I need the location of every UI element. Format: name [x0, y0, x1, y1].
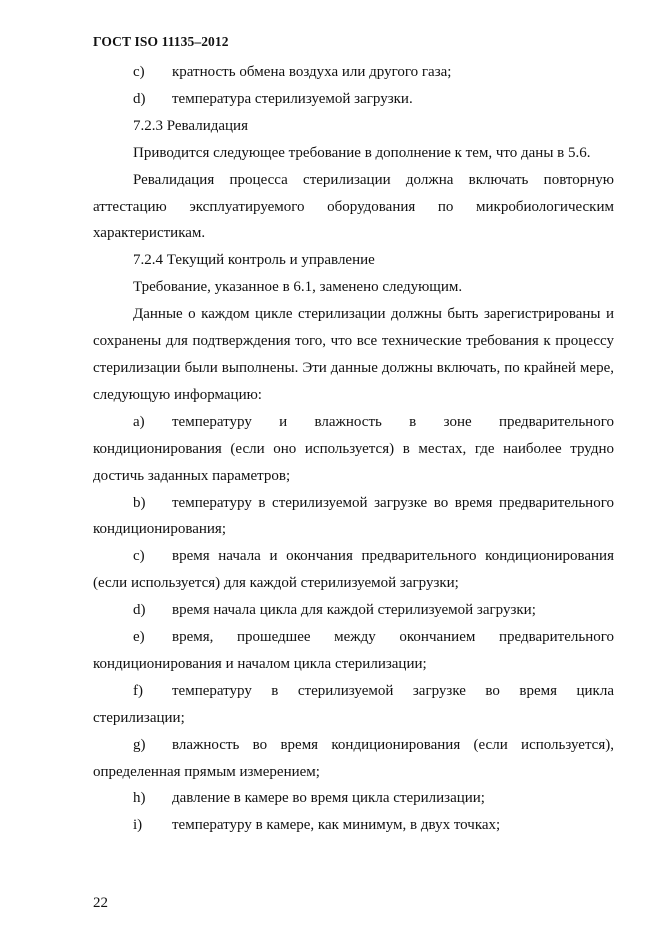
list-label: e) — [133, 629, 145, 646]
list-item-d — [93, 597, 614, 624]
list-item-c-intro — [93, 59, 614, 86]
list-label: d) — [133, 90, 146, 107]
list-item-e — [93, 624, 614, 678]
list-label: c) — [133, 548, 145, 565]
list-text: влажность во время кондиционирования (если используется), определенная прямым измерением; — [93, 736, 614, 780]
list-item-h — [93, 785, 614, 812]
list-text: время начала и окончания предварительного кондиционирования (если используется) для каждой стерилизуемой загрузки; — [93, 548, 614, 592]
list-label: b) — [133, 494, 146, 511]
list-text: давление в камере во время цикла стерилизации; — [172, 790, 485, 807]
list-item-d-intro — [93, 86, 614, 113]
section-7-2-3-paragraph-1: Приводится следующее требование в дополнение к тем, что даны в 5.6. — [133, 144, 591, 161]
list-label: d) — [133, 602, 146, 619]
standard-header: ГОСТ ISO 11135–2012 — [93, 34, 229, 49]
list-label: c) — [133, 64, 145, 80]
list-text: температуру в камере, как минимум, в двух точках; — [172, 817, 501, 834]
list-text: температуру в стерилизуемой загрузке во время предварительного кондиционирования; — [93, 494, 614, 538]
list-text: время, прошедшее между окончанием предварительного кондиционирования и началом цикла стерилизации; — [93, 629, 614, 672]
section-7-2-3-paragraph-2: Ревалидация процесса стерилизации должна включать повторную аттестацию эксплуатируемого оборудования по микробиологическим характеристикам. — [93, 171, 614, 242]
list-label: a) — [133, 413, 145, 430]
section-7-2-4-title: 7.2.4 Текущий контроль и управление — [133, 252, 375, 269]
section-7-2-3-title: 7.2.3 Ревалидация — [133, 117, 248, 134]
list-label: i) — [133, 817, 143, 834]
page-content — [93, 59, 614, 839]
list-label: g) — [133, 736, 146, 753]
list-item-b — [93, 490, 614, 544]
list-text: время начала цикла для каждой стерилизуемой загрузки; — [172, 602, 536, 619]
list-label: h) — [133, 790, 146, 807]
list-item-f — [93, 678, 614, 732]
list-text: температура стерилизуемой загрузки. — [172, 90, 413, 107]
section-7-2-4-paragraph-2: Данные о каждом цикле стерилизации должны быть зарегистрированы и сохранены для подтверждения того, что все технические требования к процессу стерилизации были выполнены. Эти данные должны включать, по крайней мере, следующую информацию: — [93, 306, 614, 403]
list-label: f) — [133, 682, 143, 699]
list-item-g — [93, 732, 614, 786]
list-text: температуру и влажность в зоне предварительного кондиционирования (если оно используется) в местах, где наиболее трудно достичь заданных параметров; — [93, 413, 614, 484]
list-item-c — [93, 543, 614, 597]
list-item-i — [93, 812, 614, 839]
list-text: кратность обмена воздуха или другого газа; — [172, 64, 452, 80]
section-7-2-4-paragraph-1: Требование, указанное в 6.1, заменено следующим. — [133, 279, 463, 296]
list-item-a — [93, 409, 614, 490]
page-number: 22 — [93, 895, 108, 911]
list-text: температуру в стерилизуемой загрузке во время цикла стерилизации; — [93, 682, 614, 726]
